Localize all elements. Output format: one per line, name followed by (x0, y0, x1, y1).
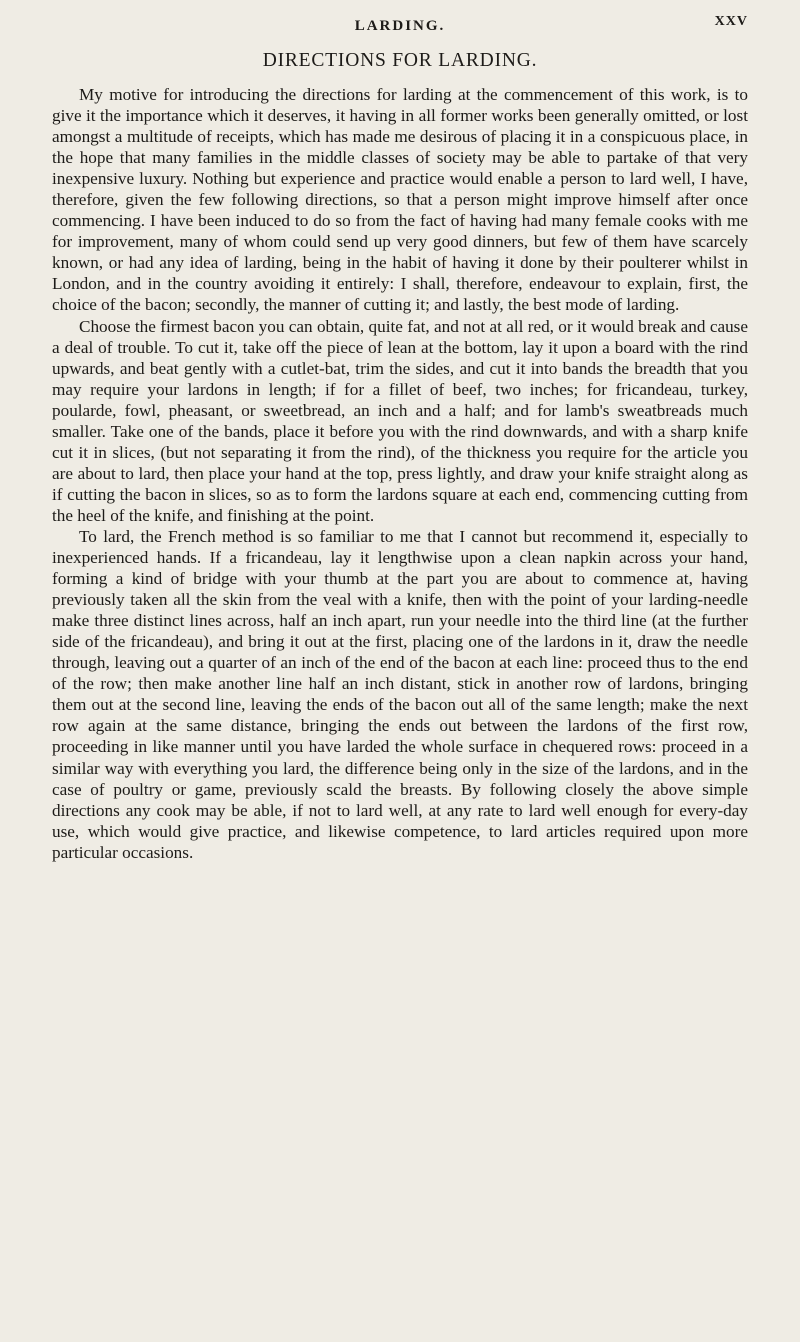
paragraph-choosing-bacon: Choose the firmest bacon you can obtain, quite fat, and not at all red, or it would break and cause a deal of trouble. To cut it, take off the piece of lean at the bottom, lay it upon a board with the rind upwards, and beat gently with a cutlet-bat, trim the sides, and cut it into bands the breadth that you may require your lardons in length; if for a fillet of beef, two inches; for fricandeau, turkey, poularde, fowl, pheasant, or sweetbread, an inch and a half; and for lamb's sweatbreads much smaller. Take one of the bands, place it before you with the rind downwards, and with a sharp knife cut it in slices, (but not separating it from the rind), of the thickness you require for the article you are about to lard, then place your hand at the top, press lightly, and draw your knife straight along as if cutting the bacon in slices, so as to form the lardons square at each end, commencing cutting from the heel of the knife, and finishing at the point. (52, 316, 748, 525)
running-title: LARDING. (354, 18, 446, 34)
section-title: DIRECTIONS FOR LARDING. (262, 50, 538, 71)
body-text (52, 84, 748, 863)
paragraph-larding-method: To lard, the French method is so familiar to me that I cannot but recommend it, especially to inexperienced hands. If a fricandeau, lay it lengthwise upon a clean napkin across your hand, forming a kind of bridge with your thumb at the part you are about to commence at, having previously taken all the skin from the veal with a knife, then with the point of your larding-needle make three distinct lines across, half an inch apart, run your needle into the third line (at the further side of the fricandeau), and bring it out at the first, placing one of the lardons in it, draw the needle through, leaving out a quarter of an inch of the end of the bacon at each line: proceed thus to the end of the row; then make another line half an inch distant, stick in another row of lardons, bringing them out at the second line, leaving the ends of the bacon out all of the same length; make the next row again at the same distance, bringing the ends out between the lardons of the first row, proceeding in like manner until you have larded the whole surface in chequered rows: proceed in a similar way with everything you lard, the difference being only in the size of the lardons, and in the case of poultry or game, previously scald the breasts. By following closely the above simple directions any cook may be able, if not to lard well, at any rate to lard well enough for every-day use, which would give practice, and likewise competence, to lard articles required upon more particular occasions. (52, 526, 748, 862)
paragraph-intro: My motive for introducing the directions for larding at the commencement of this work, is to give it the importance which it deserves, it having in all former works been generally omitted, or lost amongst a multitude of receipts, which has made me desirous of placing it in a conspicuous place, in the hope that many families in the middle classes of society may be able to partake of that very inexpensive luxury. Nothing but experience and practice would enable a person to lard well, I have, therefore, given the few following directions, so that a person might improve himself after once commencing. I have been induced to do so from the fact of having had many female cooks with me for improvement, many of whom could send up very good dinners, but few of them have scarcely known, or had any idea of larding, being in the habit of having it done by their poulterer whilst in London, and in the country avoiding it entirely: I shall, therefore, endeavour to explain, first, the choice of the bacon; secondly, the manner of cutting it; and lastly, the best mode of larding. (52, 85, 748, 315)
page-number: XXV (714, 14, 748, 29)
running-head (52, 14, 748, 40)
